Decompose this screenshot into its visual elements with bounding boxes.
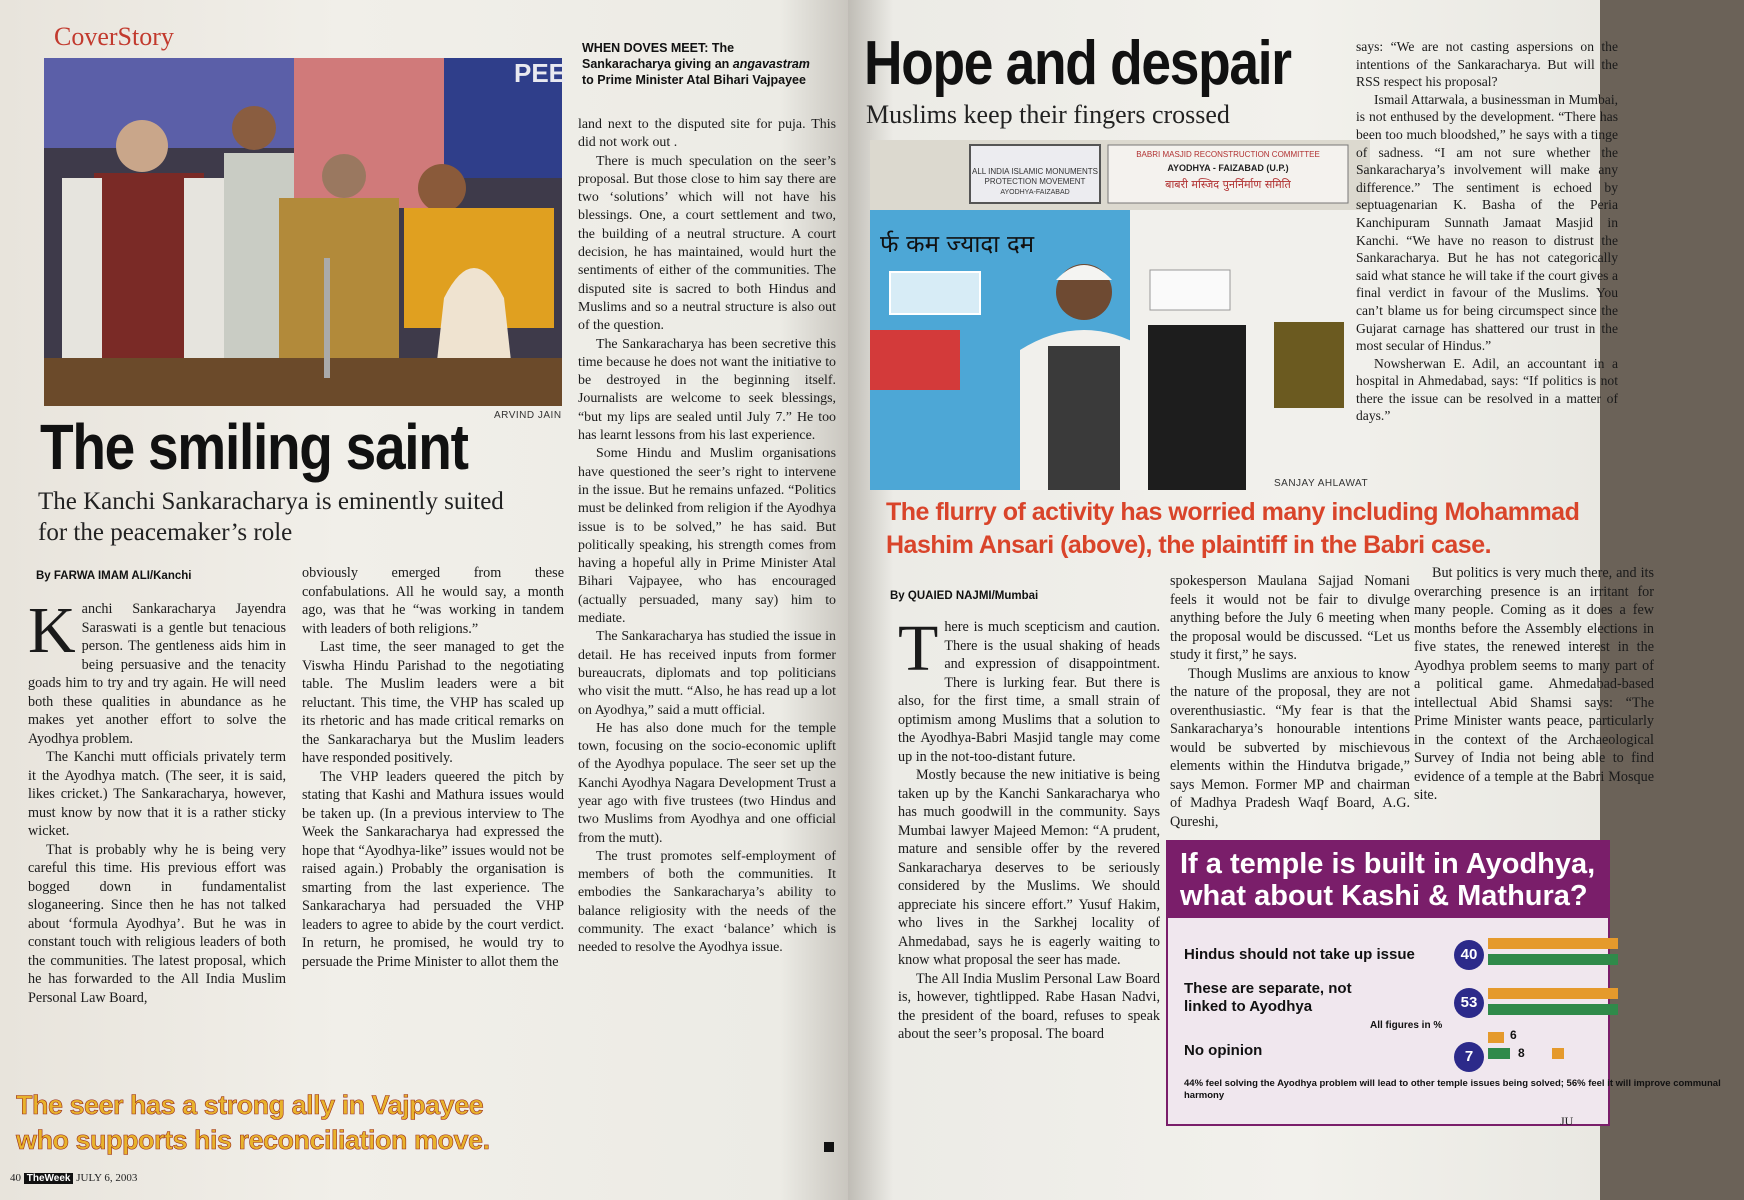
page-number: 40: [10, 1172, 21, 1184]
left-deck: The Kanchi Sankaracharya is eminently suited for the peacemaker’s role: [38, 488, 504, 546]
caption-text-2: to Prime Minister Atal Bihari Vajpayee: [582, 73, 806, 87]
section-label-cover: Cover: [54, 22, 118, 51]
sign2-hindi: बाबरी मस्जिद पुनर्निर्माण समिति: [1165, 178, 1291, 191]
left-col3-para-3: The Sankaracharya has been secretive this time because he does not want the initiative to be destroyed in the beginning itself. Journalists are welcome to seek blessings, “but my lips are sealed until July 7.” He too has learnt lessons from his last experience.: [578, 336, 836, 444]
left-col2-para-3: The VHP leaders queered the pitch by stating that Kashi and Mathura issues would be taken up. (In a previous interview to The Week the Sankaracharya had expressed the hope that “Ayodhya-like” issues would not be raised again.) Probably the organisation is smarting from the last experience. The Sankaracharya had persuaded the VHP leaders to agree to abide by the court verdict. In return, he promised, he would try to persuade the Prime Minister to allot them the: [302, 768, 564, 970]
right-column-2: [1170, 572, 1410, 831]
left-column-2: [302, 564, 564, 971]
section-label: [54, 22, 174, 52]
right-deck: Muslims keep their fingers crossed: [866, 100, 1230, 129]
caption-italic: angavastram: [732, 57, 810, 71]
caption-text-1: The Sankaracharya giving an: [582, 41, 735, 71]
right-col3-para-4: But politics is very much there, and its overarching presence is an irritant for many people. Coming as it does a few months before the Assembly elections in five states, the renewed interest in the Ayodhya problem seems to many part of a political game. Ahmedabad-based intellectual Abid Shamsi says: “The Prime Minister wants peace, particularly in the context of the Archaeological Survey of India not being able to find evidence of a temple at the Babri Mosque site.: [1414, 565, 1654, 803]
poll-figures-note: All figures in %: [1370, 1020, 1443, 1031]
left-col1-para-1: anchi Sankaracharya Jayendra Saraswati is a gentle but tenacious person. The gentleness aids him in being persuasive and the tenacity goads him to try and try again. He will need both these qualities in abundance as he makes yet another effort to solve the Ayodhya problem.: [28, 601, 286, 747]
right-column-3-top: [1356, 38, 1618, 425]
drop-cap-k: K: [28, 594, 76, 667]
banner-text: PEE: [514, 58, 567, 88]
left-headline: The smiling saint: [40, 411, 468, 483]
left-col2-para-1: obviously emerged from these confabulations. All he would say, a month ago, was that he “was working in tandem with leaders of both religions.”: [302, 565, 564, 637]
poll-bar-1b: [1488, 954, 1618, 965]
cover-photo-credit: ARVIND JAIN: [494, 410, 562, 421]
poll-bar-2a: [1488, 988, 1618, 999]
poll-footnote: 44% feel solving the Ayodhya problem will lead to other temple issues being solved; 56% feel it will improve communal harmony: [1184, 1078, 1721, 1101]
ansari-photo: [870, 140, 1370, 490]
left-page: [0, 0, 848, 1200]
right-col1-para-2: Mostly because the new initiative is being taken up by the Kanchi Sankaracharya who has much goodwill in the community. Says Mumbai lawyer Majeed Memon: “A prudent, mature and sensible offer by the revered Sankaracharya deserves to be seriously considered by the Muslims. We should appreciate his sincere effort.” Yusuf Hakim, who lives in the Sarkhej locality of Ahmedabad, says he is eagerly waiting to know what proposal the seer has made.: [898, 767, 1160, 968]
right-page: [848, 0, 1721, 1200]
left-column-1: [28, 594, 286, 1007]
left-column-3: [578, 116, 836, 958]
cover-photo-caption: [582, 40, 820, 88]
right-col1-para-3: The All India Muslim Personal Law Board is, however, tightlipped. Rabe Hasan Nadvi, the president of the board, refuses to speak about the seer’s proposal. The board: [898, 970, 1160, 1042]
right-col3-para-1: says: “We are not casting aspersions on the intentions of the Sankaracharya. But will the RSS respect his proposal?: [1356, 39, 1618, 90]
left-col3-para-2: There is much speculation on the seer’s proposal. But those close to him say there are two ‘solutions’ which will not have his blessings. One, a court settlement and two, the building of a neutral structure. A court decision, he has maintained, would hurt the sentiments of either of the communities. The disputed site is sacred to both Hindus and Muslims and so a neutral structure is also out of the question.: [578, 153, 836, 334]
ansari-photo-illustration: [870, 140, 1370, 490]
left-col2-para-2: Last time, the seer managed to get the Viswha Hindu Parishad to the negotiating table. The Muslim leaders were a bit reluctant. This time, the VHP has scaled up its rhetoric and has made critical remarks on the Sankaracharya but the Muslim leaders have responded positively.: [302, 639, 564, 766]
left-pull-quote: The seer has a strong ally in Vajpayee who supports his reconciliation move.: [16, 1090, 490, 1155]
left-col3-para-5: The Sankaracharya has studied the issue in detail. He has received inputs from former bureaucrats, diplomats and top politicians who visit the mutt. “Also, he has read up a lot on Ayodhya,” said a mutt official.: [578, 629, 836, 718]
right-folio: JU: [1560, 1114, 1574, 1128]
sign2-line2: AYODHYA - FAIZABAD (U.P.): [1167, 163, 1289, 173]
poll-bar-3a: [1488, 1032, 1504, 1043]
drop-cap-t: T: [898, 612, 939, 685]
magazine-logo: TheWeek: [24, 1173, 74, 1184]
sign2-line1: BABRI MASJID RECONSTRUCTION COMMITTEE: [1136, 150, 1320, 159]
left-col3-para-1: land next to the disputed site for puja. This did not work out .: [578, 117, 836, 151]
right-column-3-bottom: [1414, 564, 1654, 805]
poll-row-2-label: These are separate, not linked to Ayodhya: [1184, 980, 1352, 1015]
left-col1-para-2: The Kanchi mutt officials privately term it the Ayodhya match. (The seer, it is said, likes cricket.) The Sankaracharya, however, must know by now that it is a rather sticky wicket.: [28, 749, 286, 839]
left-folio: [10, 1172, 137, 1184]
right-byline: By QUAIED NAJMI/Mumbai: [890, 590, 1039, 602]
right-col1-para-1: here is much scepticism and caution. There is the usual shaking of heads and expression of disappointment. There is lurking fear. But there is also, for the first time, a small strain of optimism among Muslims that a solution to the Ayodhya-Babri Masjid tangle may come up in the not-too-distant future.: [898, 619, 1160, 765]
poll-row-3-label: No opinion: [1184, 1042, 1263, 1059]
issue-date: JULY 6, 2003: [76, 1172, 138, 1184]
sign1-line3: AYODHYA-FAIZABAD: [1000, 189, 1070, 196]
sign1-line1: ALL INDIA ISLAMIC MONUMENTS: [972, 167, 1098, 176]
cover-photo-illustration: [44, 58, 567, 406]
poll-title: If a temple is built in Ayodhya, what about Kashi & Mathura?: [1168, 842, 1608, 918]
left-col1-para-3: That is probably why he is being very careful this time. His previous effort was bogged down in fundamentalist sloganeering. Since then he has not talked about ‘formula Ayodhya’. But he was in constant touch with religious leaders of both the communities. The latest proposal, which he has forwarded to the All India Muslim Personal Law Board,: [28, 841, 286, 1006]
left-col3-para-4: Some Hindu and Muslim organisations have questioned the seer’s right to intervene in the issue. But he remains unfazed. “Politics must be delinked from religion if the Ayodhya issue is to be solved,” he has said. But politically speaking, his strength comes from having a hopeful ally in Prime Minister Atal Bihari Vajpayee, who has encouraged (actually persuaded, many say) him to mediate.: [578, 446, 836, 627]
right-col2-para-1: spokesperson Maulana Sajjad Nomani feels it would not be fair to divulge anything before the July 6 meeting when the proposal would be discussed. “Let us study it first,” he says.: [1170, 573, 1410, 663]
poll-value-1: 40: [1454, 940, 1484, 970]
poll-value-2: 53: [1454, 988, 1484, 1018]
right-col3-para-3: Nowsherwan E. Adil, an accountant in a hospital in Ahmedabad, says: “If politics is not there the issue can be resolved in a matter of days.”: [1356, 355, 1618, 424]
poll-bar-3b: [1488, 1048, 1510, 1059]
right-col2-para-2: Though Muslims are anxious to know the nature of the proposal, they are not overenthusiastic. “My fear is that the Sankaracharya’s honourable intentions would be subverted by mischievous elements within the Hindutva brigade,” says Memon. Former MP and chairman of Madhya Pradesh Waqf Board, A.G. Qureshi,: [1170, 665, 1410, 830]
poll-bar-3c: [1552, 1048, 1564, 1059]
poll-small-value-1: 6: [1510, 1028, 1517, 1042]
right-column-1: [898, 612, 1160, 1044]
poll-box: [1166, 840, 1721, 1126]
poll-value-3: 7: [1454, 1042, 1484, 1072]
caption-label: WHEN DOVES MEET:: [582, 41, 709, 55]
ansari-photo-credit: SANJAY AHLAWAT: [1274, 478, 1369, 489]
left-col3-para-6: He has also done much for the temple town, focusing on the socio-economic uplift of the Ayodhya populace. The seer set up the Kanchi Ayodhya Nagara Development Trust a year ago with five trustees (two Hindus and two Muslims from Ayodhya and one official from the mutt).: [578, 720, 836, 846]
end-of-story-mark: [824, 1142, 834, 1152]
left-byline: By FARWA IMAM ALI/Kanchi: [36, 570, 192, 582]
right-pull-quote: The flurry of activity has worried many including Mohammad Hashim Ansari (above), the plaintiff in the Babri case.: [886, 498, 1580, 559]
cover-photo: [44, 58, 567, 406]
right-col3-para-2: Ismail Attarwala, a businessman in Mumbai, is not enthused by the development. “There has been too much bloodshed,” he says with a tinge of sadness. “I am not sure whether the Sankaracharya’s involvement will make any difference.” The sentiment is echoed by septuagenarian K. Basha of the Peria Kanchipuram Sunnath Jamaat Masjid in Kanchi. “We have no reason to distrust the Sankaracharya. But he has not categorically said what stance he will take if the court gives a final verdict in favour of the Muslims. You can’t blame us for being circumspect since the Gujarat carnage has shattered our trust in the most secular of Hindus.”: [1356, 91, 1618, 354]
sign1-line2: PROTECTION MOVEMENT: [984, 177, 1086, 186]
poll-bar-1a: [1488, 938, 1618, 949]
section-label-story: Story: [117, 22, 174, 51]
poll-bar-2b: [1488, 1004, 1618, 1015]
wall-text: र्फ कम ज्यादा दम: [880, 230, 1035, 258]
right-headline: Hope and despair: [864, 29, 1291, 98]
poll-row-1-label: Hindus should not take up issue: [1184, 946, 1415, 963]
left-col3-para-7: The trust promotes self-employment of members of both the communities. It embodies the Sankaracharya’s ability to balance religiosity with the needs of the community. The exact ‘balance’ which is needed to resolve the Ayodhya issue.: [578, 848, 836, 956]
poll-small-value-2: 8: [1518, 1046, 1525, 1060]
